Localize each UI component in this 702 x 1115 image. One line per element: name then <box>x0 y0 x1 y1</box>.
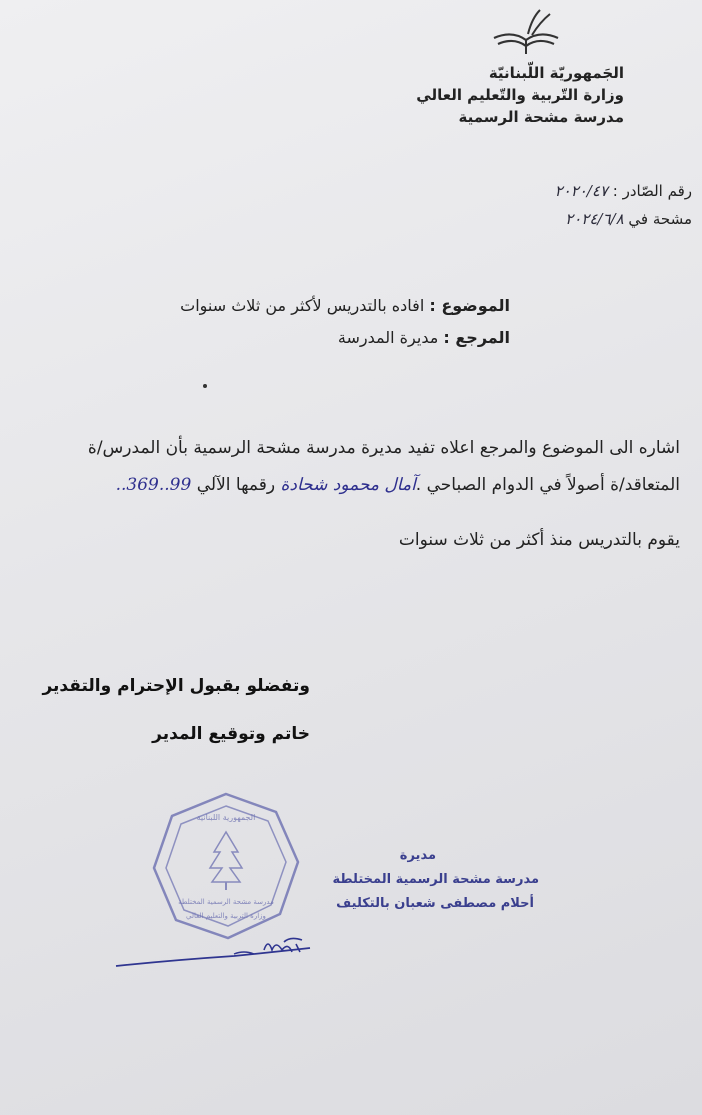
principal-school: مدرسة مشحة الرسمية المختلطة <box>332 872 539 887</box>
header-school: مدرسة مشحة الرسمية <box>458 108 624 126</box>
teacher-name: آمال محمود شحادة <box>280 475 416 495</box>
reference-line <box>338 328 510 347</box>
reference-number-value: ٢٠٢٠/٤٧ <box>554 182 608 200</box>
ministry-logo-icon <box>488 4 564 60</box>
reference-date-label: مشحة في <box>628 210 692 228</box>
reference-number-label: رقم الصّادر : <box>612 182 692 200</box>
principal-name: أحلام مصطفى شعبان بالتكليف <box>336 896 534 911</box>
subject-label: الموضوع : <box>429 296 510 315</box>
body-line-1: اشاره الى الموضوع والمرجع اعلاه تفيد مديرة مدرسة مشحة الرسمية بأن المدرس/ة <box>87 438 680 458</box>
stamp-bottom-text: وزارة التربية والتعليم العالي <box>186 912 266 920</box>
official-stamp <box>150 790 302 942</box>
cedar-icon <box>210 832 242 890</box>
reference-date-value: ٢٠٢٤/٦/٨ <box>565 210 624 228</box>
reference-label: المرجع : <box>443 328 510 347</box>
principal-title: مديرة <box>399 848 436 863</box>
subject-line <box>180 296 510 315</box>
body-line-2-start: المتعاقد/ة أصولاً في الدوام الصباحي . <box>415 475 680 495</box>
body-line-2 <box>116 475 680 495</box>
header-republic: الجَمهوريّة اللّبنانيّة <box>488 64 624 82</box>
ink-dot <box>203 384 207 388</box>
body-line-3: يقوم بالتدريس منذ أكثر من ثلاث سنوات <box>398 530 680 550</box>
body-line-2-mid: رقمها الآلي <box>196 475 276 495</box>
subject-value: افاده بالتدريس لأكثر من ثلاث سنوات <box>180 296 425 315</box>
closing-regards: وتفضلو بقبول الإحترام والتقدير <box>42 676 310 696</box>
header-ministry: وزارة التّربية والتّعليم العالي <box>416 86 624 104</box>
reference-number <box>555 182 692 200</box>
reference-value: مديرة المدرسة <box>337 328 439 347</box>
stamp-center-text: مدرسة مشحة الرسمية المختلطة <box>178 898 274 906</box>
handwritten-signature <box>114 930 314 974</box>
teacher-number: 99..369.. <box>115 475 192 495</box>
reference-date <box>565 210 692 228</box>
signature-label: خاتم وتوقيع المدير <box>152 724 310 744</box>
stamp-top-text: الجمهورية اللبنانية <box>196 813 256 822</box>
